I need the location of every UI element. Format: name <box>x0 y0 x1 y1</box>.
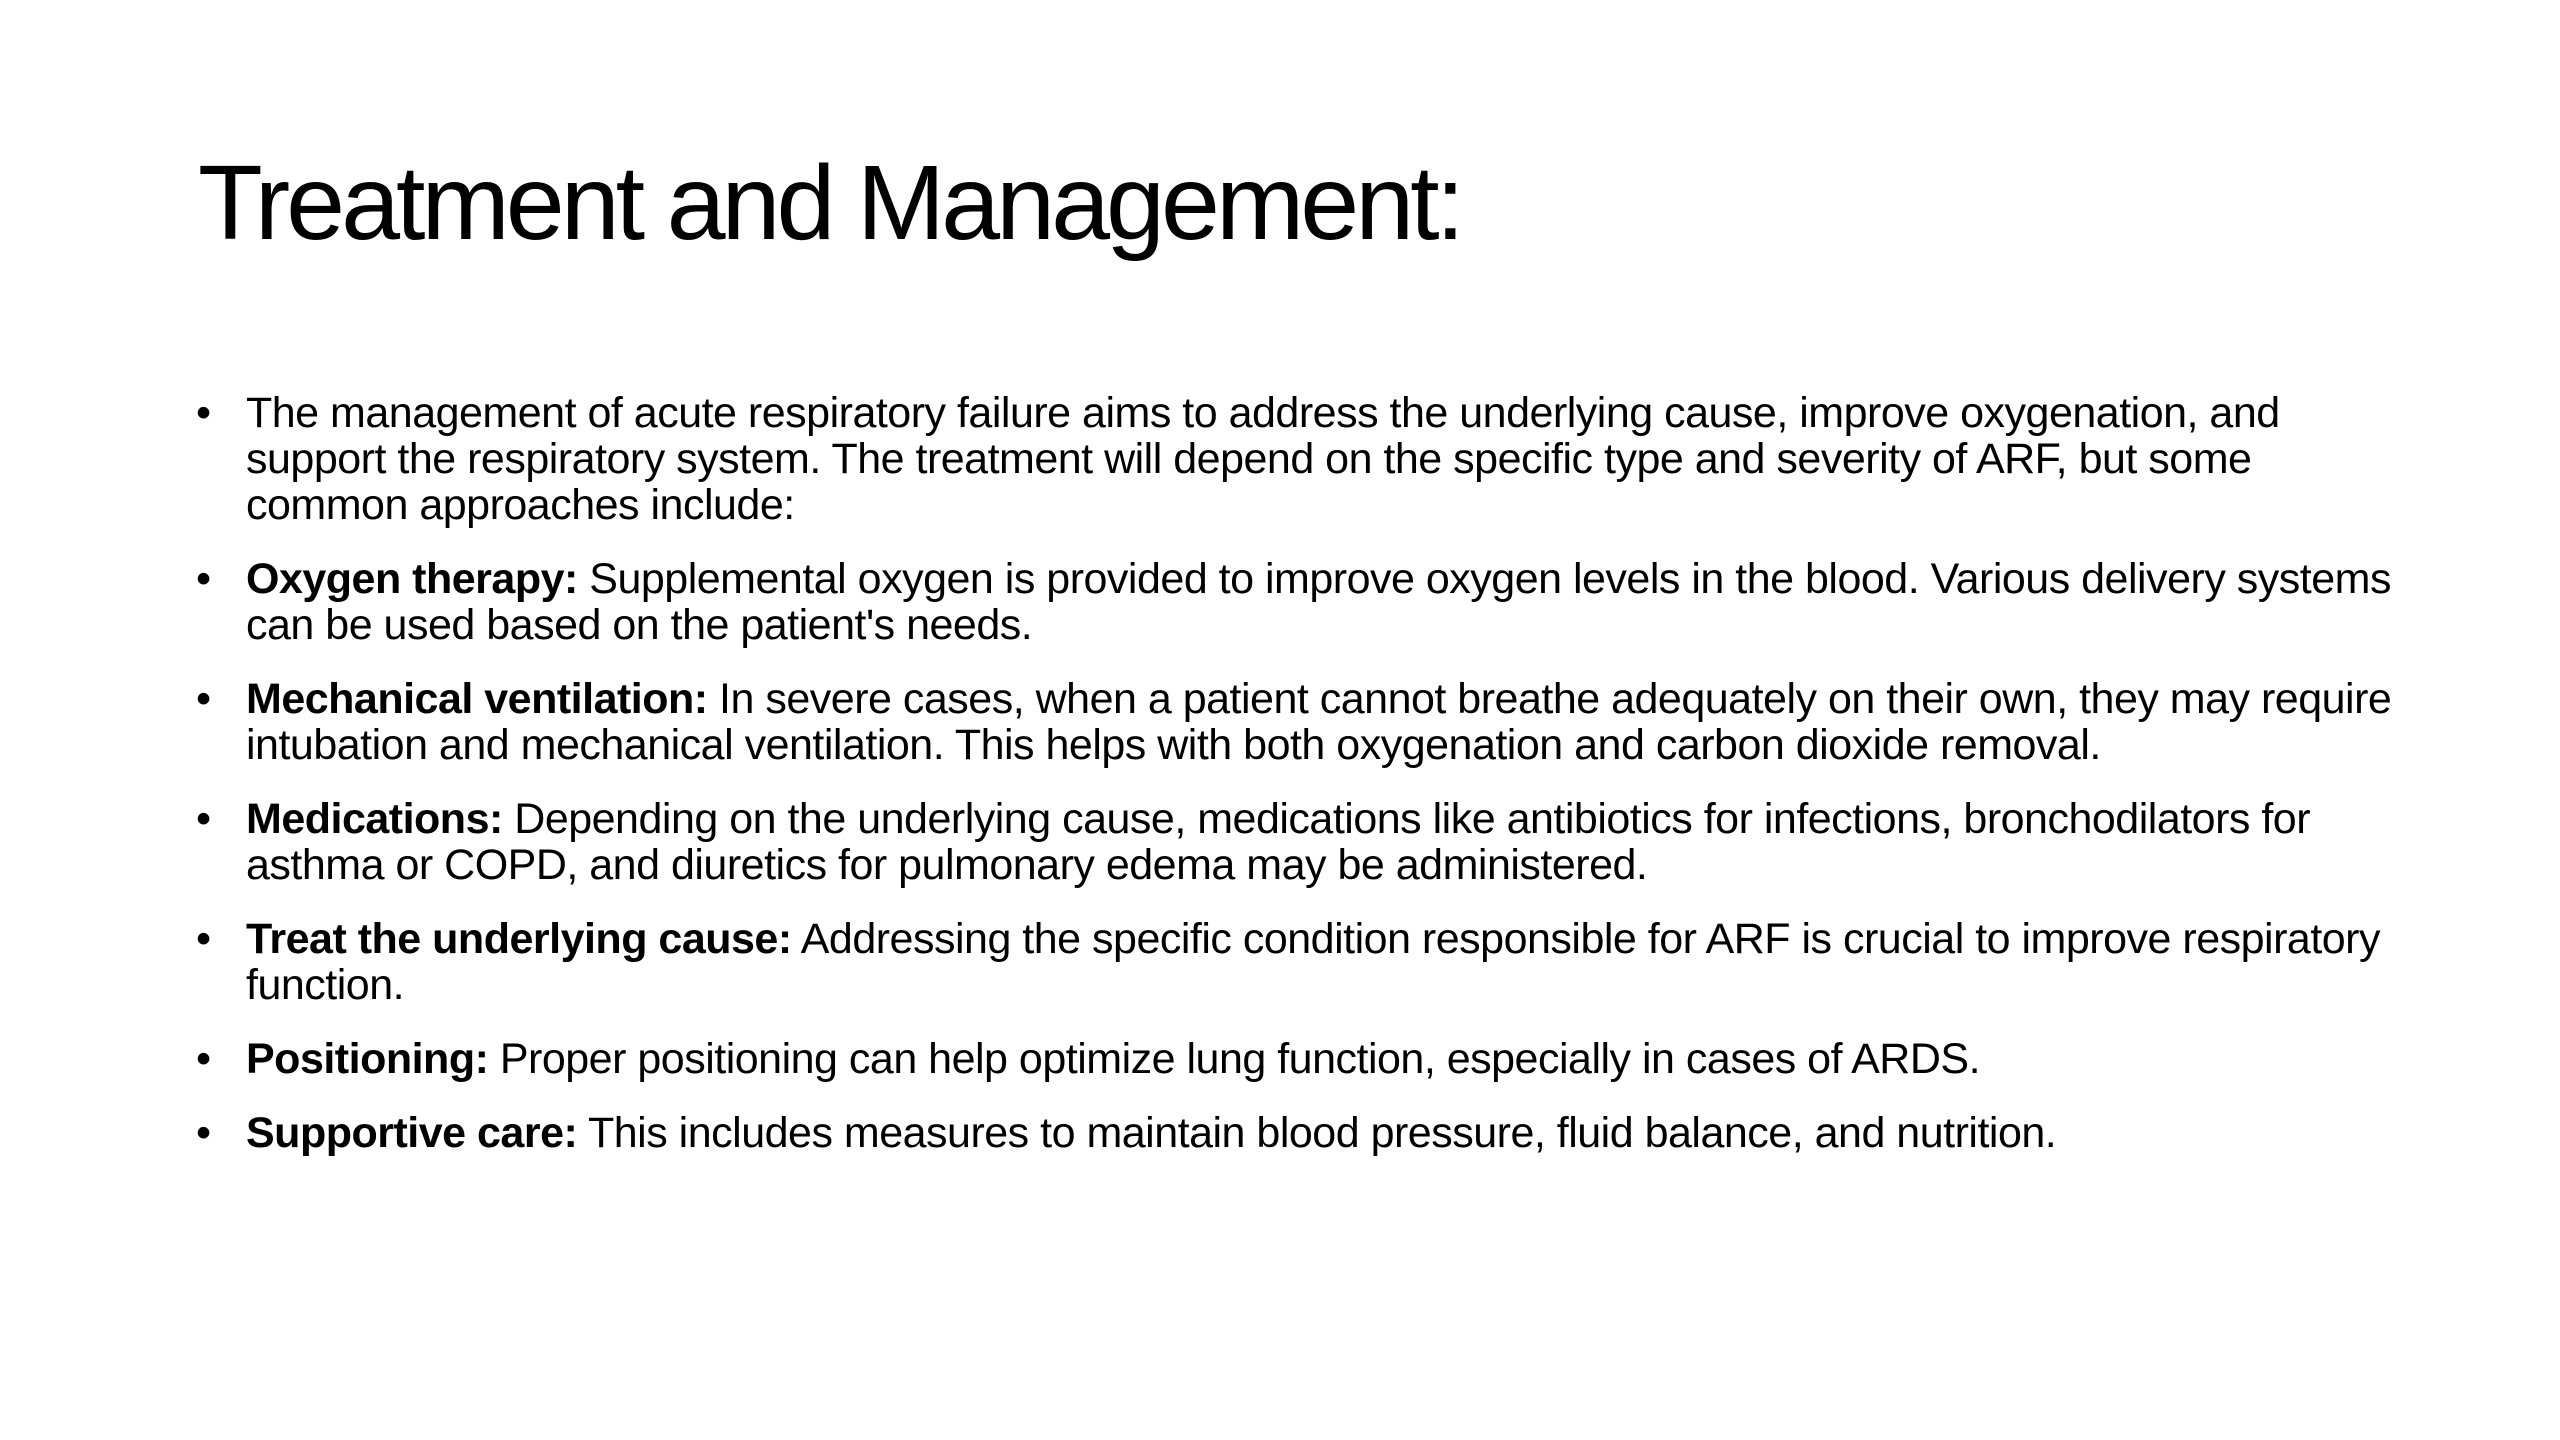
slide-title: Treatment and Management: <box>198 144 1462 262</box>
bullet-icon: • <box>196 1035 211 1083</box>
bullet-heading: Oxygen therapy: <box>246 555 578 603</box>
bullet-icon: • <box>196 389 211 437</box>
bullet-icon: • <box>196 1109 211 1157</box>
bullet-icon: • <box>196 675 211 723</box>
bullet-heading: Supportive care: <box>246 1109 578 1157</box>
bullet-list <box>196 390 2396 1184</box>
bullet-heading: Mechanical ventilation: <box>246 675 708 723</box>
bullet-text: Addressing the specific condition responsible for ARF is crucial to improve respiratory function. <box>246 915 2380 1009</box>
bullet-heading: Treat the underlying cause: <box>246 915 792 963</box>
bullet-icon: • <box>196 795 211 843</box>
bullet-item-supportive-care <box>196 1110 2396 1156</box>
bullet-text: This includes measures to maintain blood pressure, fluid balance, and nutrition. <box>577 1109 2057 1157</box>
bullet-text: The management of acute respiratory failure aims to address the underlying cause, improve oxygenation, and support the respiratory system. The treatment will depend on the specific type and severity of ARF, but some common approaches include: <box>246 389 2280 529</box>
bullet-item-intro <box>196 390 2396 528</box>
bullet-text: In severe cases, when a patient cannot breathe adequately on their own, they may require intubation and mechanical ventilation. This helps with both oxygenation and carbon dioxide removal. <box>246 675 2392 769</box>
bullet-item-oxygen-therapy <box>196 556 2396 648</box>
bullet-item-positioning <box>196 1036 2396 1082</box>
bullet-text: Proper positioning can help optimize lung function, especially in cases of ARDS. <box>488 1035 1981 1083</box>
bullet-icon: • <box>196 915 211 963</box>
bullet-item-underlying-cause <box>196 916 2396 1008</box>
bullet-heading: Positioning: <box>246 1035 489 1083</box>
bullet-item-mechanical-ventilation <box>196 676 2396 768</box>
bullet-item-medications <box>196 796 2396 888</box>
bullet-icon: • <box>196 555 211 603</box>
bullet-text: Supplemental oxygen is provided to improve oxygen levels in the blood. Various delivery systems can be used based on the patient's needs. <box>246 555 2391 649</box>
bullet-text: Depending on the underlying cause, medications like antibiotics for infections, bronchodilators for asthma or COPD, and diuretics for pulmonary edema may be administered. <box>246 795 2311 889</box>
bullet-heading: Medications: <box>246 795 503 843</box>
